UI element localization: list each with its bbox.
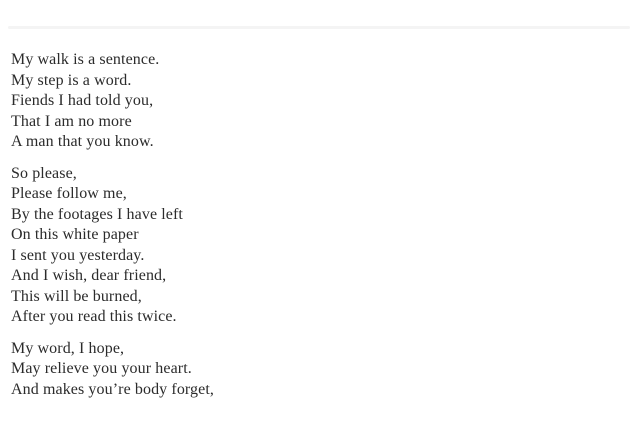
poem-line: By the footages I have left xyxy=(11,205,183,223)
poem-line: On this white paper xyxy=(11,226,139,243)
poem-line: That I am no more xyxy=(11,112,132,130)
poem-line: May relieve you your heart. xyxy=(11,360,192,377)
poem-line: My walk is a sentence. xyxy=(11,51,160,68)
poem-line: After you read this twice. xyxy=(11,308,177,325)
poem-line: Fiends I had told you, xyxy=(11,92,154,109)
poem-line: A man that you know. xyxy=(11,133,154,150)
poem-stanza-1 xyxy=(11,50,620,153)
poem-stanza-3 xyxy=(11,339,620,401)
poem-text xyxy=(11,50,620,400)
poem-line: My word, I hope, xyxy=(11,339,125,357)
poem-line: And makes you’re body forget, xyxy=(11,380,215,398)
poem-stanza-2 xyxy=(11,164,620,328)
poem-line: And I wish, dear friend, xyxy=(11,267,167,284)
article-page xyxy=(0,26,640,426)
poem-line: This will be burned, xyxy=(11,287,142,305)
poem-line: My step is a word. xyxy=(11,71,132,89)
section-divider xyxy=(8,26,630,29)
poem-line: I sent you yesterday. xyxy=(11,246,145,264)
poem-line: So please, xyxy=(11,164,77,182)
poem-line: Please follow me, xyxy=(11,185,127,202)
